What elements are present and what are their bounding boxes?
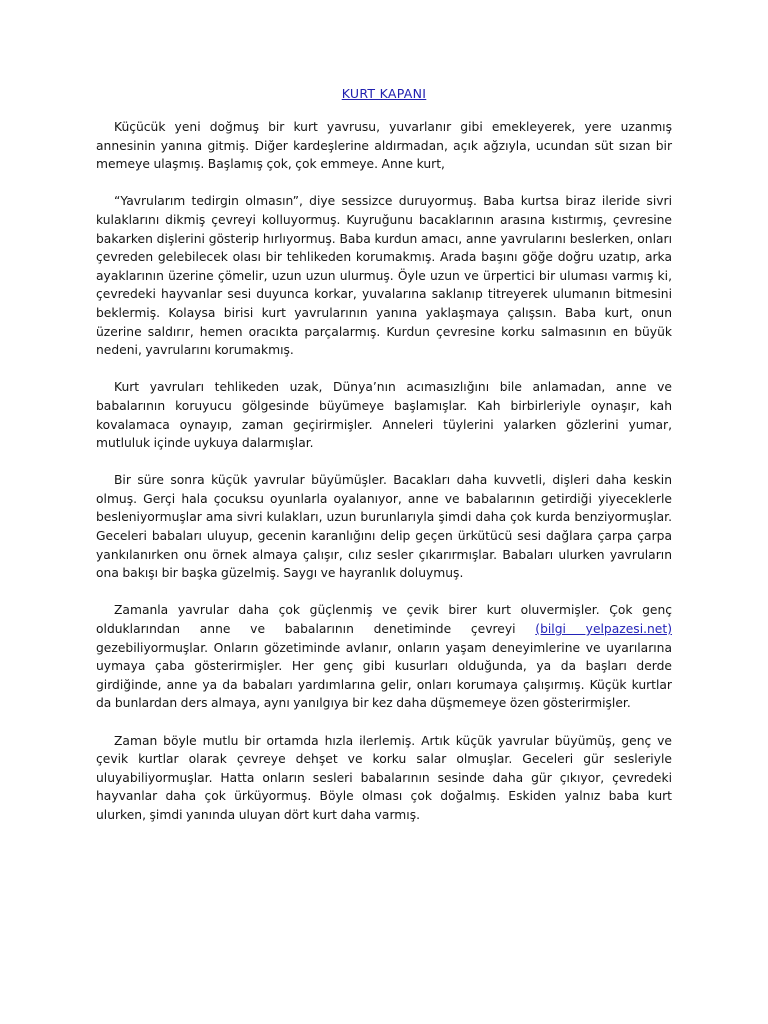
paragraph-4: Bir süre sonra küçük yavrular büyümüşler. Bacakları daha kuvvetli, dişleri daha keskin olmuş. Gerçi hala çocuksu oyunlarla oyalanıyor, anne ve babalarının getirdiği yiyeceklerle besleniyormuşlar ama sivri kulakları, uzun burunlarıyla şimdi daha çok kurda benziyormuşlar. Geceleri babaları uluyup, gecenin karanlığını delip geçen ürkütücü sesi dağlara çarpa çarpa yankılanırken onu örnek almaya çalışır, cılız sesler çıkarırmışlar. Babaları ulurken yavruların ona bakışı bir başka güzelmiş. Saygı ve hayranlık doluymuş. [96, 473, 672, 581]
paragraph-3: Kurt yavruları tehlikeden uzak, Dünya’nın acımasızlığını bile anlamadan, anne ve babalarının koruyucu gölgesinde büyümeye başlamışlar. Kah birbirleriyle oynaşır, kah kovalamaca oynayıp, zaman geçirirmişler. Anneleri tüylerini yalarken gözlerini yumar, mutluluk içinde uykuya dalarmışlar. [96, 380, 672, 451]
paragraph-5-text-start: Zamanla yavrular daha çok güçlenmiş ve çevik birer kurt oluvermişler. Çok genç olduklarından anne ve babalarının denetiminde çevreyi [96, 603, 672, 637]
source-link[interactable]: (bilgi yelpazesi.net) [535, 622, 672, 637]
paragraph-5-text-end: gezebiliyormuşlar. Onların gözetiminde avlanır, onların yaşam deneyimlerine ve uyarılarına uymaya çaba gösterirmişler. Her genç gibi kusurları olduğunda, ya da başları derde girdiğinde, anne ya da babaları yardımlarına gelir, onları korumaya çalışırmış. Küçük kurtlar da bunlardan ders almaya, aynı yanılgıya bir kez daha düşmemeye özen gösterirmişler. [96, 640, 672, 711]
paragraph-5 [96, 601, 672, 713]
paragraph-1: Küçücük yeni doğmuş bir kurt yavrusu, yuvarlanır gibi emekleyerek, yere uzanmış annesinin yanına gitmiş. Diğer kardeşlerine aldırmadan, açık ağzıyla, ucundan süt sızan bir memeye ulaşmış. Başlamış çok, çok emmeye. Anne kurt, [96, 120, 672, 172]
paragraph-2: “Yavrularım tedirgin olmasın”, diye sessizce duruyormuş. Baba kurtsa biraz ileride sivri kulaklarını dikmiş çevreyi kolluyormuş. Kuyruğunu bacaklarının arasına kıstırmış, çevresine bakarken dişlerini gösterip hırlıyormuş. Baba kurdun amacı, anne yavrularını beslerken, onları çevreden gelebilecek olası bir tehlikeden korumakmış. Arada başını göğe doğru uzatıp, arka ayaklarının üzerine çömelir, uzun uzun ulurmuş. Öyle uzun ve ürpertici bir uluması varmış ki, çevredeki hayvanlar sesi duyunca korkar, yuvalarına saklanıp titreyerek ulumanın bitmesini beklermiş. Kolaysa birisi kurt yavrularının yanına yaklaşmaya çalışsın. Baba kurt, onun üzerine saldırır, hemen oracıkta parçalarmış. Kurdun çevresine korku salmasının en büyük nedeni, yavrularını korumakmış. [96, 194, 672, 358]
document-title: KURT KAPANI [341, 86, 427, 101]
paragraph-6: Zaman böyle mutlu bir ortamda hızla ilerlemiş. Artık küçük yavrular büyümüş, genç ve çevik kurtlar olarak çevreye dehşet ve korku salar olmuşlar. Geceleri gür sesleriyle uluyabiliyormuşlar. Hatta onların sesleri babalarının sesinde daha gür çıkıyor, çevredeki hayvanlar daha çok ürküyormuş. Böyle olması çok doğalmış. Eskiden yalnız baba kurt ulurken, şimdi yanında uluyan dört kurt daha varmış. [96, 733, 672, 822]
document-body [96, 118, 672, 843]
